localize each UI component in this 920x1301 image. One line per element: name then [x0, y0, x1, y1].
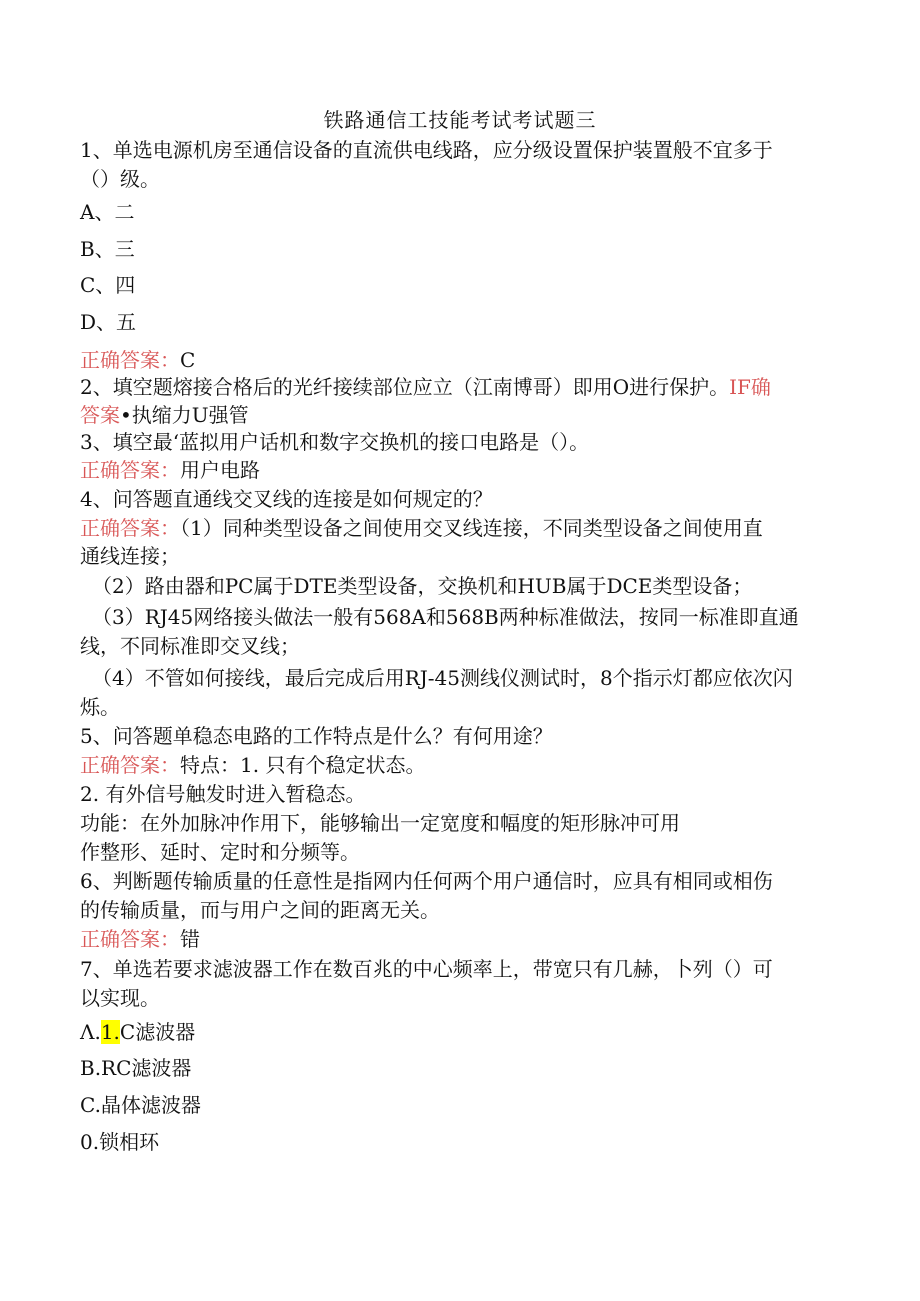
question-1-option-b: B、三 [80, 237, 135, 261]
question-7-option-d: 0.锁相环 [80, 1130, 160, 1154]
answer-value: •执缩力U强管 [120, 403, 249, 427]
question-5-answer-line-4: 作整形、延时、定时和分频等。 [80, 840, 360, 864]
question-5-text: 5、问答题单稳态电路的工作特点是什么？有何用途？ [80, 724, 553, 748]
answer-label-fragment: IF确 [729, 375, 771, 399]
question-1-answer [80, 346, 850, 374]
question-1-text: 1、单选电源机房至通信设备的直流供电线路，应分级设置保护装置般不宜多于 [80, 138, 773, 162]
option-prefix: Λ. [80, 1020, 101, 1044]
answer-label: 正确答案： [80, 927, 180, 951]
question-4-item-2: （2）路由器和PC属于DTE类型设备，交换机和HUB属于DCE类型设备； [92, 574, 753, 598]
question-1-text-cont: （）级。 [80, 167, 160, 191]
page-title: 铁路通信工技能考试考试题三 [323, 108, 597, 132]
answer-value: C [180, 348, 196, 372]
question-4-answer [80, 514, 850, 542]
highlighted-text: 1. [100, 1020, 120, 1044]
question-5-answer-line-2: 2. 有外信号触发时进入暂稳态。 [80, 782, 366, 806]
option-text: C滤波器 [119, 1020, 196, 1044]
question-6-text-cont: 的传输质量，而与用户之间的距离无关。 [80, 898, 440, 922]
answer-value: 特点：1. 只有个稳定状态。 [180, 753, 426, 777]
answer-label: 正确答案： [80, 753, 180, 777]
question-6-answer [80, 925, 850, 953]
question-2-body: 2、填空题熔接合格后的光纤接续部位应立（江南博哥）即用O进行保护。 [80, 375, 730, 399]
question-1-option-a: A、二 [80, 200, 135, 224]
question-4-item-3: （3）RJ45网络接头做法一般有568A和568B两种标准做法，按同一标准即直通 [92, 605, 799, 629]
question-7-option-c: C.晶体滤波器 [80, 1093, 201, 1117]
answer-label: 正确答案： [80, 516, 180, 540]
question-6-text: 6、判断题传输质量的任意性是指网内任何两个用户通信时，应具有相同或相伤 [80, 869, 773, 893]
question-7-text-cont: 以实现。 [80, 986, 160, 1010]
question-1-option-c: C、四 [80, 273, 136, 297]
question-1-option-d: D、五 [80, 310, 137, 334]
question-4-answer-cont: 通线连接； [80, 544, 180, 568]
question-3-text: 3、填空最‘蓝拟用户话机和数字交换机的接口电路是（）。 [80, 430, 590, 454]
question-4-item-4: （4）不管如何接线，最后完成后用RJ-45测线仪测试时，8个指示灯都应依次闪 [92, 666, 793, 690]
question-2-text [80, 373, 850, 401]
question-3-answer [80, 456, 850, 484]
question-5-answer-line-3: 功能：在外加脉冲作用下，能够输出一定宽度和幅度的矩形脉冲可用 [80, 811, 680, 835]
answer-value: 用户电路 [180, 458, 260, 482]
question-4-item-3-cont: 线，不同标准即交叉线； [80, 634, 300, 658]
answer-value: 错 [180, 927, 200, 951]
question-2-answer [80, 401, 850, 429]
answer-value: （1）同种类型设备之间使用交叉线连接，不同类型设备之间使用直 [180, 516, 763, 540]
answer-label: 正确答案： [80, 348, 180, 372]
question-7-text: 7、单选若要求滤波器工作在数百兆的中心频率上，带宽只有几赫，卜列（）可 [80, 957, 773, 981]
question-7-option-b: B.RC滤波器 [80, 1056, 192, 1080]
answer-label: 答案 [80, 403, 120, 427]
question-4-text: 4、问答题直通线交叉线的连接是如何规定的？ [80, 487, 493, 511]
answer-label: 正确答案： [80, 458, 180, 482]
question-7-option-a [80, 1018, 850, 1046]
question-4-item-4-cont: 烁。 [80, 695, 120, 719]
question-5-answer [80, 751, 850, 779]
